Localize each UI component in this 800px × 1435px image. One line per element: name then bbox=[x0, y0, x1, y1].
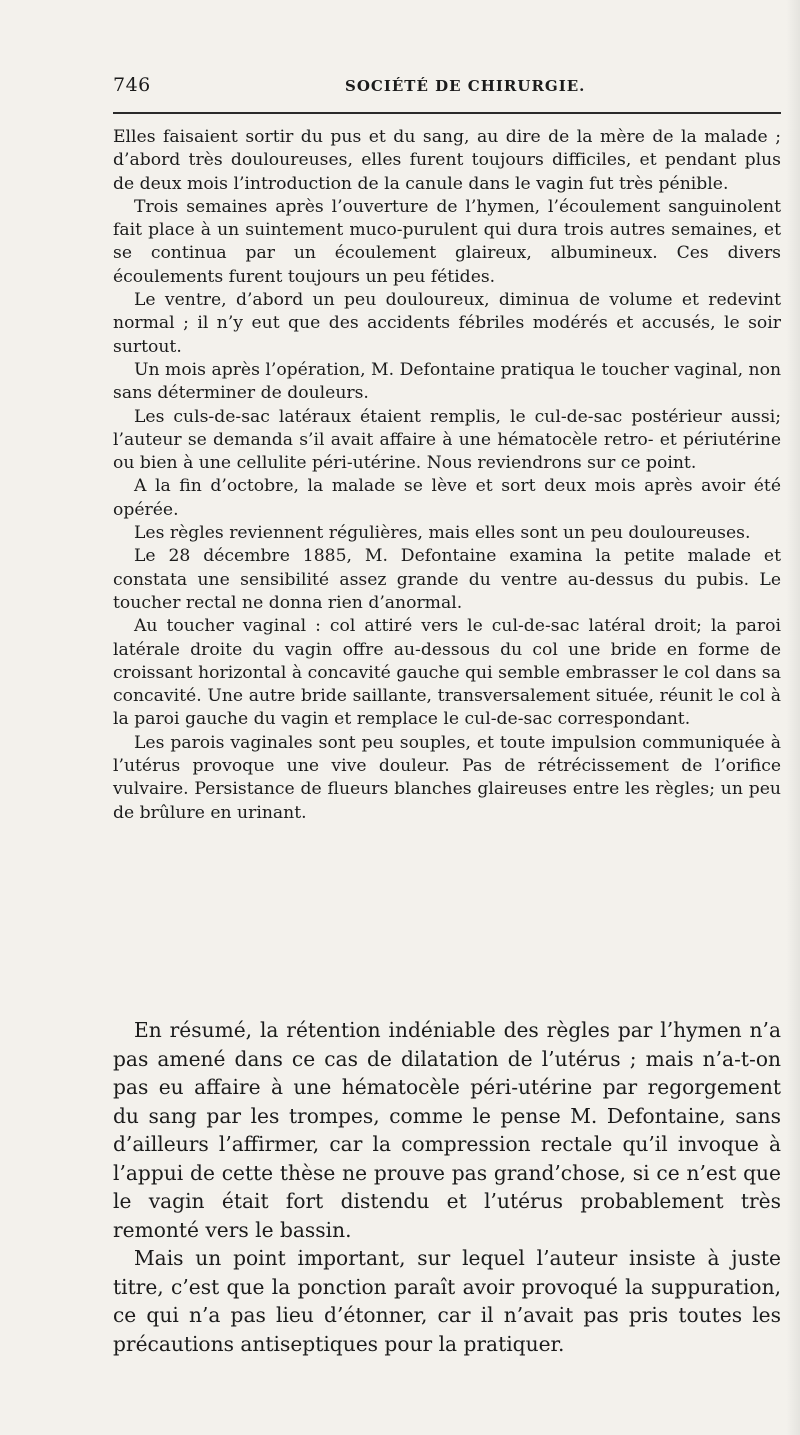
paragraph: Trois semaines après l’ouverture de l’hymen, l’écoulement sanguinolent fait place à un suintement muco-purulent qui dura trois autres semaines, et se continua par un écoulement glaireux, albumineux. Ces divers écoulements furent toujours un peu fétides. bbox=[113, 196, 781, 287]
paragraph: Au toucher vaginal : col attiré vers le cul-de-sac latéral droit; la paroi latérale droite du vagin offre au-dessous du col une bride en forme de croissant horizontal à concavité gauche qui semble embrasser le col dans sa concavité. Une autre bride saillante, transversalement située, réunit le col à la paroi gauche du vagin et remplace le cul-de-sac correspondant. bbox=[113, 616, 781, 730]
paragraph: Les règles reviennent régulières, mais elles sont un peu douloureuses. bbox=[134, 523, 751, 544]
paragraph: Les parois vaginales sont peu souples, et toute impulsion communiquée à l’utérus provoque une vive douleur. Pas de rétrécissement de l’orifice vulvaire. Persistance de flueurs blanches glaireuses entre les règles; un peu de brûlure en urinant. bbox=[113, 732, 781, 823]
paragraph: Le ventre, d’abord un peu douloureux, diminua de volume et redevint normal ; il n’y eut que des accidents fébriles modérés et accusés, le soir surtout. bbox=[113, 290, 781, 357]
header-rule bbox=[113, 112, 781, 114]
paragraph: Le 28 décembre 1885, M. Defontaine examina la petite malade et constata une sensibilité assez grande du ventre au-dessus du pubis. Le toucher rectal ne donna rien d’anormal. bbox=[113, 546, 781, 613]
page-header bbox=[113, 74, 783, 98]
paragraph: Elles faisaient sortir du pus et du sang, au dire de la mère de la malade ; d’abord très douloureuses, elles furent toujours difficiles, et pendant plus de deux mois l’introduction de la canule dans le vagin fut très pénible. bbox=[113, 127, 781, 194]
case-report-body bbox=[113, 126, 781, 825]
paragraph: Les culs-de-sac latéraux étaient remplis, le cul-de-sac postérieur aussi; l’auteur se demanda s’il avait affaire à une hématocèle retro- et périutérine ou bien à une cellulite péri-utérine. Nous reviendrons sur ce point. bbox=[113, 406, 781, 474]
page-number: 746 bbox=[113, 74, 151, 96]
summary-body bbox=[113, 1016, 781, 1358]
page-edge-shadow bbox=[786, 0, 800, 1435]
paragraph: En résumé, la rétention indéniable des règles par l’hymen n’a pas amené dans ce cas de dilatation de l’utérus ; mais n’a-t-on pas eu affaire à une hématocèle péri-utérine par regorgement du sang par les trompes, comme le pense M. Defontaine, sans d’ailleurs l’affirmer, car la compression rectale qu’il invoque à l’appui de cette thèse ne prouve pas grand’chose, si ce n’est que le vagin était fort distendu et l’utérus probablement très remonté vers le bassin. bbox=[113, 1018, 781, 1242]
paragraph: A la fin d’octobre, la malade se lève et sort deux mois après avoir été opérée. bbox=[113, 476, 781, 520]
paragraph: Un mois après l’opération, M. Defontaine pratiqua le toucher vaginal, non sans déterminer de douleurs. bbox=[113, 359, 782, 404]
running-head: SOCIÉTÉ DE CHIRURGIE. bbox=[345, 77, 586, 95]
paragraph: Mais un point important, sur lequel l’auteur insiste à juste titre, c’est que la ponction paraît avoir provoqué la suppuration, ce qui n’a pas lieu d’étonner, car il n’avait pas pris toutes les précautions antiseptiques pour la pratiquer. bbox=[113, 1246, 781, 1356]
